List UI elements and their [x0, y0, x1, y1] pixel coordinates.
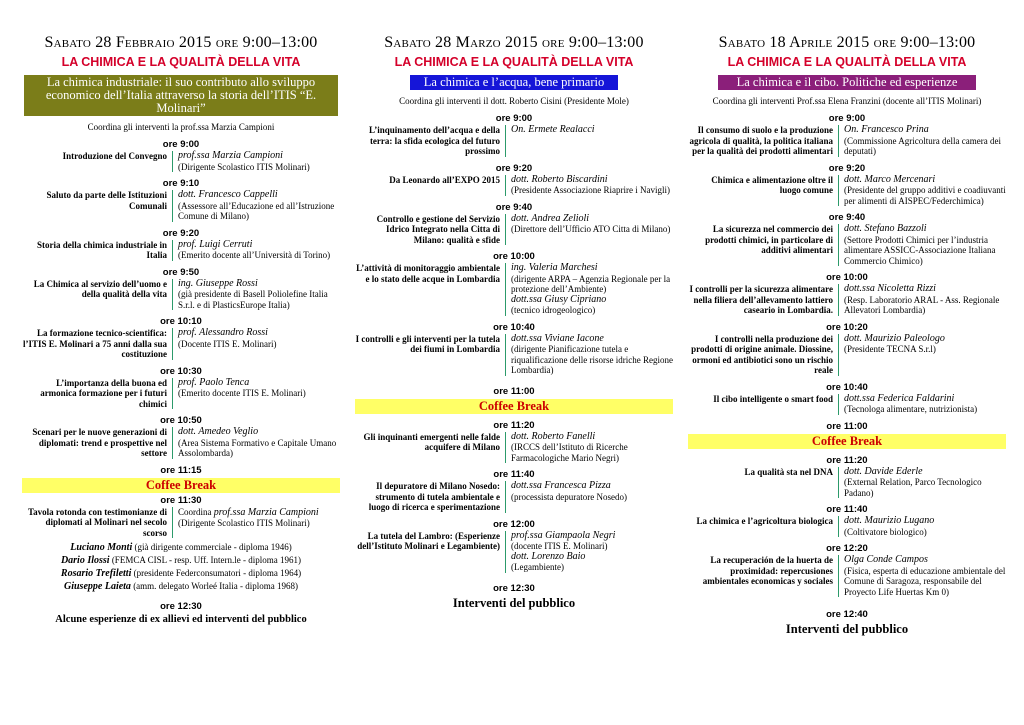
speaker-block	[172, 378, 340, 410]
speaker-affiliation: (Presidente del gruppo additivi e coadiuvanti per alimenti di AISPEC/Federchimica)	[844, 185, 1006, 206]
schedule-list	[688, 113, 1006, 415]
time-label: ore 12:20	[826, 543, 868, 554]
time-label: ore 9:40	[828, 212, 866, 223]
talk-topic: La sicurezza nel commercio dei prodotti chimici, in particolare di additivi alimentari	[705, 224, 833, 255]
conference-subtitle: LA CHIMICA E LA QUALITÀ DELLA VITA	[61, 55, 301, 69]
time-label: ore 10:20	[826, 321, 868, 333]
alumni-list	[22, 541, 340, 593]
speaker-name: Olga Conde Campos	[844, 554, 928, 565]
talk-topic: Introduzione del Convegno	[62, 151, 167, 161]
speaker-affiliation: (External Relation, Parco Tecnologico Padano)	[844, 477, 982, 498]
speaker-name: dott.ssa Viviane Iacone	[511, 332, 604, 344]
time-label: ore 9:20	[162, 227, 200, 239]
program-column-feb	[22, 34, 340, 714]
speaker-name: dott.ssa Federica Faldarini	[844, 392, 955, 404]
schedule-item	[22, 328, 340, 360]
talk-topic: Da Leonardo all’EXPO 2015	[389, 174, 500, 185]
speaker-name: dott. Lorenzo Baio	[511, 550, 586, 562]
speaker-name: dott. Davide Ederle	[844, 465, 923, 477]
talk-topic: Storia della chimica industriale in Italia	[36, 239, 167, 260]
schedule-item	[688, 394, 1006, 415]
speaker-name: dott. Maurizio Lugano	[844, 515, 935, 526]
talk-topic: I controlli e gli interventi per la tutela dei fiumi in Lombardia	[355, 333, 500, 354]
coordinator-note: Coordina gli interventi la prof.ssa Marzia Campioni	[87, 122, 275, 132]
schedule-item	[355, 175, 673, 196]
talk-topic: I controlli per la sicurezza alimentare nella filiera dell’allevamento lattiero caseario in Lombardia.	[689, 284, 833, 315]
schedule-item	[22, 427, 340, 459]
schedule-item	[355, 481, 673, 513]
speaker-block	[505, 263, 673, 316]
speaker-block	[838, 224, 1006, 266]
schedule-item	[22, 507, 340, 539]
talk-topic: Tavola rotonda con testimonianze di diplomati al Molinari nel secolo scorso	[27, 506, 167, 538]
time-label: ore 11:20	[493, 419, 535, 431]
talk-topic: La qualità sta nel DNA	[744, 466, 833, 477]
speaker-name: prof.ssa Giampaola Negri	[511, 529, 616, 541]
coffee-break-banner: Coffee Break	[22, 478, 340, 493]
talk-topic: L’inquinamento dell’acqua e della terra: la sfida ecologica del futuro prossimo	[369, 125, 500, 156]
talk-topic: L’importanza della buona ed armonica formazione per i futuri chimici	[40, 377, 167, 409]
speaker-affiliation: (Dirigente Scolastico ITIS Molinari)	[178, 161, 310, 172]
schedule-item	[688, 555, 1006, 597]
time-label: ore 11:40	[493, 469, 535, 480]
speaker-affiliation: (Emerito docente all’Università di Torino)	[178, 250, 331, 260]
speaker-name: prof. Luigi Cerruti	[178, 238, 253, 250]
talk-topic: Saluto da parte delle Istituzioni Comunali	[46, 190, 167, 211]
time-label: ore 10:40	[493, 321, 535, 333]
schedule-item	[355, 334, 673, 376]
speaker-affiliation: (Commissione Agricoltura della camera dei deputati)	[844, 135, 1001, 156]
speaker-block	[838, 394, 1006, 415]
schedule-item	[22, 279, 340, 311]
conference-subtitle: LA CHIMICA E LA QUALITÀ DELLA VITA	[394, 55, 634, 69]
time-label: ore 11:40	[826, 504, 868, 515]
program-column-apr	[688, 34, 1006, 714]
speaker-affiliation: (dirigente ARPA – Agenzia Regionale per la protezione dell’Ambiente)	[511, 273, 671, 294]
alumni-name: Rosario Trefiletti	[60, 568, 132, 579]
speaker-block	[505, 531, 673, 573]
speaker-name: ing. Giuseppe Rossi	[178, 277, 258, 289]
speaker-block	[172, 151, 340, 172]
time-label: ore 10:50	[160, 415, 202, 426]
time-label: ore 11:15	[160, 464, 202, 476]
time-label: ore 11:20	[826, 454, 868, 466]
time-label: ore 9:20	[828, 162, 866, 174]
speaker-name: dott. Roberto Fanelli	[511, 430, 596, 442]
talk-topic: La recuperación de la huerta de proximidad: repercusiones ambientales economicas y sociales	[702, 555, 833, 586]
session-theme: La chimica e il cibo. Politiche ed esperienze	[718, 75, 976, 90]
time-label: ore 9:00	[162, 139, 200, 150]
time-label: ore 11:00	[826, 420, 868, 432]
speaker-affiliation: (Settore Prodotti Chimici per l’industria alimentare ASSICC-Associazione Italiana Commercio Chimico)	[844, 234, 996, 266]
talk-topic: I controlli nella produzione dei prodotti di origine animale. Diossine, ormoni ed antibiotici sono un rischio reale	[691, 333, 833, 375]
schedule-list	[355, 113, 673, 376]
session-theme: La chimica e l’acqua, bene primario	[410, 75, 618, 90]
schedule-item	[22, 240, 340, 261]
speaker-name: prof.ssa Marzia Campioni	[213, 506, 319, 518]
time-label: ore 11:00	[493, 385, 535, 397]
time-label: ore 10:10	[160, 316, 202, 327]
speaker-name: prof.ssa Marzia Campioni	[178, 150, 283, 161]
alumni-name: Dario Ilossi	[60, 555, 110, 566]
talk-topic: La tutela del Lambro: (Esperienze dell’Istituto Molinari e Legambiente)	[357, 530, 500, 551]
time-label: ore 12:00	[493, 518, 535, 530]
talk-topic: Il depuratore di Milano Nosedo: strumento di tutela ambientale e luogo di ricerca e sperimentazione	[368, 481, 500, 512]
schedule-item	[355, 263, 673, 316]
speaker-affiliation: (Emerito docente ITIS E. Molinari)	[178, 388, 306, 398]
speaker-affiliation: (dirigente Pianificazione tutela e riqualificazione delle risorse idriche Regione Lombardia)	[511, 344, 673, 375]
time-label: ore 9:40	[495, 201, 533, 213]
speaker-name: prof. Alessandro Rossi	[178, 327, 268, 338]
time-label: ore 12:30	[160, 601, 202, 612]
speaker-affiliation: (Docente ITIS E. Molinari)	[178, 338, 277, 349]
alumni-description: (FEMCA CISL - resp. Uff. Intern.le - diploma 1961)	[109, 555, 302, 565]
talk-topic: La chimica e l’agricoltura biologica	[696, 516, 833, 526]
speaker-block	[172, 279, 340, 311]
schedule-item	[355, 531, 673, 573]
schedule-item	[688, 284, 1006, 316]
speaker-block	[505, 334, 673, 376]
speaker-block	[505, 125, 673, 157]
speaker-name: dott. Andrea Zelioli	[511, 212, 590, 224]
time-label: ore 9:00	[828, 113, 866, 124]
schedule-list	[688, 455, 1006, 598]
talk-topic: Gli inquinanti emergenti nelle falde acquifere di Milano	[363, 431, 500, 452]
talk-topic: La formazione tecnico-scientifica: l’ITIS E. Molinari a 75 anni dalla sua costituzione	[22, 328, 167, 359]
program-column-mar	[355, 34, 673, 714]
speaker-affiliation: (Area Sistema Formativo e Capitale Umano Assolombarda)	[178, 437, 337, 458]
coordinator-note: Coordina gli interventi il dott. Roberto Cisini (Presidente Mole)	[399, 96, 629, 106]
speaker-name: dott.ssa Nicoletta Rizzi	[844, 283, 936, 294]
speaker-block	[838, 284, 1006, 316]
speaker-block	[172, 328, 340, 360]
speaker-name: dott.ssa Francesca Pizza	[511, 480, 611, 491]
speaker-name: On. Francesco Prina	[844, 124, 929, 135]
speaker-name: dott. Maurizio Paleologo	[844, 332, 945, 344]
time-label: ore 9:50	[162, 266, 200, 278]
speaker-name: dott.ssa Giusy Cipriano	[511, 293, 607, 305]
schedule-item	[355, 432, 673, 464]
speaker-block	[172, 240, 340, 261]
speaker-block	[505, 214, 673, 246]
alumni-name: Giuseppe Laieta	[64, 581, 131, 592]
speaker-affiliation: (tecnico idrogeologico)	[511, 305, 596, 315]
speaker-affiliation: (Resp. Laboratorio ARAL - Ass. Regionale Allevatori Lombardia)	[844, 294, 1000, 315]
time-label: ore 10:00	[826, 272, 868, 283]
speaker-block	[505, 481, 673, 513]
coordinator-label: Coordina	[178, 506, 214, 517]
speaker-affiliation: (già presidente di Basell Poliolefine Italia S.r.l. e di PlasticsEurope Italia)	[178, 289, 328, 310]
conference-subtitle: LA CHIMICA E LA QUALITÀ DELLA VITA	[727, 55, 967, 69]
speaker-affiliation: (IRCCS dell’Istituto di Ricerche Farmacologiche Mario Negri)	[511, 442, 628, 463]
time-label: ore 12:40	[826, 609, 868, 620]
schedule-item	[22, 190, 340, 222]
session-date-header: Sabato 28 Febbraio 2015 ore 9:00–13:00	[44, 34, 318, 51]
speaker-affiliation: (processista depuratore Nosedo)	[511, 491, 627, 502]
talk-topic: Il cibo intelligente o smart food	[713, 393, 833, 404]
speaker-affiliation: (docente ITIS E. Molinari)	[511, 541, 608, 551]
alumni-entry	[22, 554, 340, 567]
schedule-item	[688, 175, 1006, 207]
speaker-affiliation: (Direttore dell’Ufficio ATO Citta di Milano)	[511, 224, 671, 234]
closing-session: Alcune esperienze di ex allievi ed interventi del pubblico	[55, 614, 307, 625]
talk-topic: Scenari per le nuove generazioni di diplomati: trend e prospettive nel settore	[32, 427, 167, 458]
speaker-affiliation: (Presidente TECNA S.r.l)	[844, 344, 936, 354]
schedule-list	[355, 420, 673, 573]
coordinator-note: Coordina gli interventi Prof.ssa Elena Franzini (docente all’ITIS Molinari)	[712, 96, 982, 106]
schedule-item	[355, 214, 673, 246]
speaker-block	[172, 427, 340, 459]
speaker-block	[838, 125, 1006, 157]
session-date-header: Sabato 28 Marzo 2015 ore 9:00–13:00	[384, 34, 644, 51]
talk-topic: Controllo e gestione del Servizio Idrico Integrato nella Citta di Milano: qualità e sfide	[376, 213, 500, 245]
time-label: ore 12:30	[493, 582, 535, 594]
speaker-affiliation: (Fisica, esperta di educazione ambientale del Comune di Saragoza, responsabile del Proyecto Life Huertas Km 0)	[844, 565, 1006, 597]
session-date-header: Sabato 18 Aprile 2015 ore 9:00–13:00	[718, 34, 976, 51]
speaker-affiliation: (Tecnologa alimentare, nutrizionista)	[844, 404, 978, 414]
alumni-description: (presidente Federconsumatori - diploma 1964)	[131, 568, 302, 578]
talk-topic: La Chimica al servizio dell’uomo e della qualità della vita	[33, 278, 167, 299]
schedule-item	[688, 224, 1006, 266]
schedule-item	[688, 516, 1006, 537]
speaker-name: ing. Valeria Marchesi	[511, 262, 598, 273]
session-theme: La chimica industriale: il suo contributo allo sviluppo economico dell’Italia attraverso la storia dell’ITIS “E. Molinari”	[24, 75, 338, 116]
coffee-break-banner: Coffee Break	[688, 434, 1006, 449]
time-label: ore 10:30	[160, 365, 202, 377]
talk-topic: Il consumo di suolo e la produzione agricola di qualità, la politica italiana per la qualità dei prodotti alimentari	[689, 125, 833, 156]
schedule-list	[22, 139, 340, 459]
speaker-affiliation: (Coltivatore biologico)	[844, 526, 927, 537]
speaker-name: On. Ermete Realacci	[511, 124, 595, 135]
speaker-name: dott. Stefano Bazzoli	[844, 223, 927, 234]
coffee-break-banner: Coffee Break	[355, 399, 673, 414]
talk-topic: L’attività di monitoraggio ambientale e lo stato delle acque in Lombardia	[356, 263, 500, 284]
alumni-description: (amm. delegato Worleé Italia - diploma 1968)	[130, 581, 298, 591]
alumni-name: Luciano Monti	[70, 542, 133, 553]
schedule-item	[355, 125, 673, 157]
alumni-entry	[22, 541, 340, 554]
speaker-block	[505, 432, 673, 464]
speaker-affiliation: (Dirigente Scolastico ITIS Molinari)	[178, 518, 310, 528]
speaker-block	[172, 190, 340, 222]
speaker-block	[838, 175, 1006, 207]
time-label: ore 9:10	[162, 178, 200, 189]
alumni-entry	[22, 567, 340, 580]
time-label: ore 10:40	[826, 381, 868, 393]
time-label: ore 11:30	[160, 494, 202, 506]
alumni-entry	[22, 580, 340, 593]
schedule-item	[688, 334, 1006, 376]
closing-session: Interventi del pubblico	[785, 622, 909, 636]
speaker-block	[838, 334, 1006, 376]
time-label: ore 9:20	[495, 162, 533, 174]
alumni-description: (già dirigente commerciale - diploma 1946)	[132, 542, 292, 552]
time-label: ore 10:00	[493, 251, 535, 262]
speaker-name: dott. Amedeo Veglio	[178, 426, 259, 437]
speaker-affiliation: (Legambiente)	[511, 562, 564, 572]
speaker-name: dott. Roberto Biscardini	[511, 173, 608, 185]
talk-topic: Chimica e alimentazione oltre il luogo comune	[711, 174, 833, 195]
speaker-name: dott. Marco Mercenari	[844, 173, 936, 185]
speaker-name: prof. Paolo Tenca	[178, 376, 250, 388]
schedule-item	[22, 378, 340, 410]
schedule-item	[688, 125, 1006, 157]
speaker-block	[838, 555, 1006, 597]
schedule-item	[688, 467, 1006, 499]
closing-session: Interventi del pubblico	[452, 595, 576, 610]
speaker-block	[838, 467, 1006, 499]
speaker-name: dott. Francesco Cappelli	[178, 189, 278, 200]
schedule-item	[22, 151, 340, 172]
speaker-affiliation: (Presidente Associazione Riaprire i Navigli)	[511, 185, 670, 195]
speaker-block	[838, 516, 1006, 537]
speaker-block	[505, 175, 673, 196]
speaker-affiliation: (Assessore all’Educazione ed all’Istruzione Comune di Milano)	[178, 200, 335, 221]
time-label: ore 9:00	[495, 113, 533, 124]
